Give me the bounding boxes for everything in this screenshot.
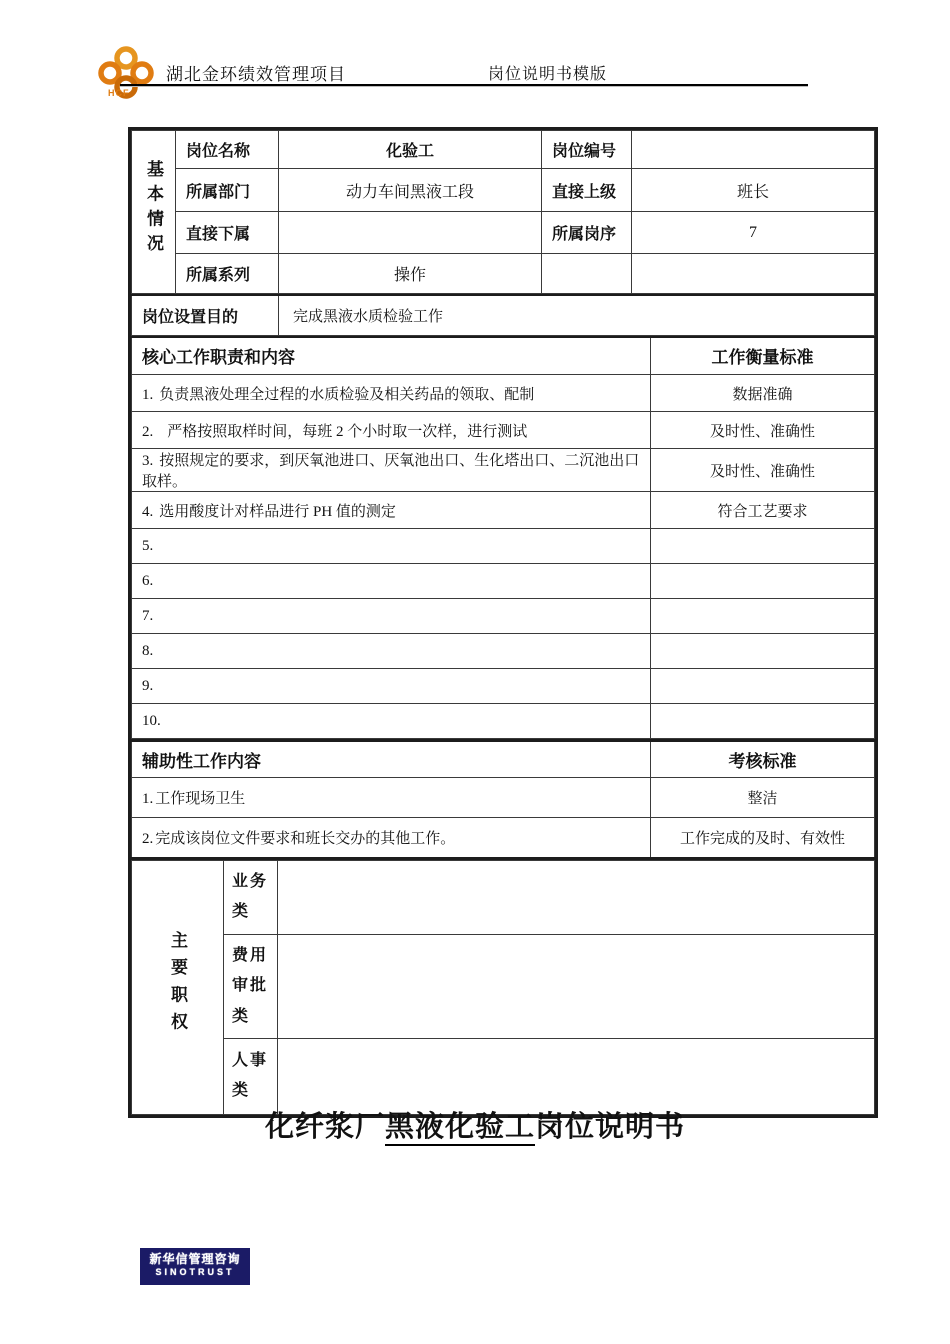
- core-duty-row: [132, 599, 875, 634]
- core-duty-standard: 数据准确: [651, 375, 875, 412]
- core-duty-text: 选用酸度计对样品进行 PH 值的测定: [159, 503, 396, 520]
- core-duty-row: [132, 492, 875, 529]
- core-duty-text: 严格按照取样时间，每班 2 个小时取一次样，进行测试: [167, 423, 528, 440]
- authority-section-label: 主要职权: [168, 930, 187, 1040]
- core-duty-standard: [651, 599, 875, 634]
- sinotrust-logo-chinese: 新华信管理咨询: [149, 1252, 241, 1266]
- auxiliary-standard: 工作完成的及时、有效性: [651, 818, 875, 858]
- document-title-suffix: 岗位说明书: [535, 1111, 686, 1143]
- subordinate-value: [279, 212, 542, 254]
- supervisor-value: 班长: [632, 169, 875, 212]
- core-duty-standard: [651, 529, 875, 564]
- business-category-content: [278, 861, 875, 935]
- auxiliary-table: [131, 739, 875, 858]
- auxiliary-text: 完成该岗位文件要求和班长交办的其他工作。: [155, 831, 456, 847]
- personnel-category-label: 人事类: [224, 1038, 278, 1114]
- core-duty-number: 6.: [142, 572, 154, 589]
- auxiliary-row: [132, 818, 875, 858]
- core-duty-row: [132, 412, 875, 449]
- core-duty-row: [132, 564, 875, 599]
- department-value: 动力车间黑液工段: [279, 169, 542, 212]
- expense-approval-category-label: 费用审批类: [224, 934, 278, 1038]
- header-project-name: 湖北金环绩效管理项目: [166, 65, 346, 84]
- core-duty-standard: [651, 564, 875, 599]
- core-duty-standard: [651, 669, 875, 704]
- department-label: 所属部门: [176, 169, 279, 212]
- core-duty-standard: [651, 704, 875, 739]
- authority-row: [132, 934, 875, 1038]
- auxiliary-number: 1.: [142, 791, 154, 807]
- table-row: [132, 295, 875, 335]
- job-code-value: [632, 131, 875, 169]
- hcf-logo-caption: HCF: [108, 88, 130, 98]
- authority-row: [132, 861, 875, 935]
- core-duty-number: 7.: [142, 607, 154, 624]
- series-label: 所属系列: [176, 254, 279, 294]
- core-duty-standard: [651, 634, 875, 669]
- table-row: [132, 337, 875, 375]
- core-duties-title: 核心工作职责和内容: [132, 337, 651, 375]
- core-duty-number: 9.: [142, 677, 154, 694]
- header-template-name: 岗位说明书模版: [488, 66, 608, 83]
- sinotrust-logo: [140, 1248, 250, 1285]
- document-title-underlined: 黑液化验工: [385, 1111, 535, 1146]
- core-duty-number: 4.: [142, 503, 154, 520]
- job-code-label: 岗位编号: [542, 131, 632, 169]
- empty-value-cell: [632, 254, 875, 294]
- core-duty-row: [132, 634, 875, 669]
- header-rule: [120, 84, 808, 87]
- job-description-table: [128, 127, 878, 861]
- job-name-label: 岗位名称: [176, 131, 279, 169]
- document-title-prefix: 化纤浆厂: [264, 1111, 385, 1143]
- core-duty-row: [132, 704, 875, 739]
- business-category-label: 业务类: [224, 861, 278, 935]
- empty-label-cell: [542, 254, 632, 294]
- core-duty-number: 3.: [142, 453, 154, 469]
- auxiliary-standard: 整洁: [651, 778, 875, 818]
- core-duty-row: [132, 669, 875, 704]
- core-duty-number: 10.: [142, 712, 161, 729]
- rank-label: 所属岗序: [542, 212, 632, 254]
- basic-info-table: [131, 130, 875, 294]
- table-row: [132, 741, 875, 778]
- auxiliary-standard-title: 考核标准: [651, 741, 875, 778]
- core-duty-row: [132, 529, 875, 564]
- core-duty-row: [132, 449, 875, 492]
- authority-section-cell: [132, 861, 224, 1115]
- expense-approval-category-content: [278, 934, 875, 1038]
- core-duty-standard: 及时性、准确性: [651, 449, 875, 492]
- core-duty-text: 负责黑液处理全过程的水质检验及相关药品的领取、配制: [159, 386, 535, 403]
- subordinate-label: 直接下属: [176, 212, 279, 254]
- table-row: [132, 169, 875, 212]
- table-row: [132, 131, 875, 169]
- sinotrust-logo-english: SINOTRUST: [155, 1267, 235, 1277]
- core-duty-standard: 及时性、准确性: [651, 412, 875, 449]
- core-duty-number: 2.: [142, 423, 154, 440]
- auxiliary-number: 2.: [142, 831, 154, 847]
- purpose-table: [131, 294, 875, 336]
- supervisor-label: 直接上级: [542, 169, 632, 212]
- basic-info-section-cell: [132, 131, 176, 294]
- rank-value: 7: [632, 212, 875, 254]
- job-name-value: 化验工: [279, 131, 542, 169]
- auxiliary-row: [132, 778, 875, 818]
- core-duty-standard: 符合工艺要求: [651, 492, 875, 529]
- core-duty-number: 5.: [142, 537, 154, 554]
- series-value: 操作: [279, 254, 542, 294]
- core-duty-number: 8.: [142, 642, 154, 659]
- purpose-value: 完成黑液水质检验工作: [279, 295, 875, 335]
- core-duty-row: [132, 375, 875, 412]
- core-duties-table: [131, 336, 875, 740]
- core-duties-standard-title: 工作衡量标准: [651, 337, 875, 375]
- basic-info-section-label: 基本情况: [144, 160, 163, 259]
- table-row: [132, 254, 875, 294]
- authority-table: [128, 857, 878, 1118]
- core-duty-text: 按照规定的要求，到厌氧池进口、厌氧池出口、生化塔出口、二沉池出口取样。: [142, 453, 640, 490]
- document-title: [0, 1104, 950, 1145]
- auxiliary-title: 辅助性工作内容: [132, 741, 651, 778]
- core-duty-number: 1.: [142, 386, 154, 403]
- auxiliary-text: 工作现场卫生: [155, 791, 246, 807]
- table-row: [132, 212, 875, 254]
- purpose-label: 岗位设置目的: [132, 295, 279, 335]
